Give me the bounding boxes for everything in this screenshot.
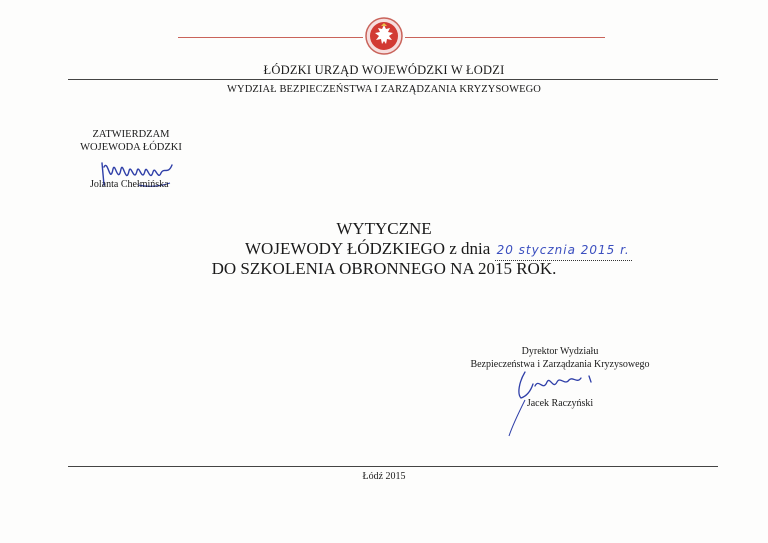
date-field xyxy=(495,239,632,261)
approval-line: ZATWIERDZAM xyxy=(92,129,170,140)
header-divider xyxy=(68,79,718,80)
footer-divider xyxy=(68,466,718,467)
director-name: Jacek Raczyński xyxy=(526,398,594,409)
approval-block xyxy=(76,128,186,154)
place-and-year: Łódź 2015 xyxy=(362,471,406,482)
office-title: ŁÓDZKI URZĄD WOJEWÓDZKI W ŁODZI xyxy=(263,63,505,77)
governor-name: Jolanta Chełmińska xyxy=(90,179,169,190)
title-line-2-text: WOJEWODY ŁÓDZKIEGO z dnia xyxy=(245,239,491,258)
director-title: Dyrektor Wydziału xyxy=(521,346,599,357)
director-department: Bezpieczeństwa i Zarządzania Kryzysowego xyxy=(470,359,650,370)
department-name: WYDZIAŁ BEZPIECZEŃSTWA I ZARZĄDZANIA KRYZYSOWEGO xyxy=(227,84,541,95)
title-line-2 xyxy=(245,239,632,261)
handwritten-date: 20 stycznia 2015 r. xyxy=(496,243,630,257)
document-title xyxy=(0,219,768,239)
title-line-3: DO SZKOLENIA OBRONNEGO NA 2015 ROK. xyxy=(211,259,557,278)
polish-eagle-emblem-icon xyxy=(364,16,404,56)
header-rule-right xyxy=(405,37,605,38)
header-rule-left xyxy=(178,37,363,38)
approval-role: WOJEWODA ŁÓDZKI xyxy=(80,142,182,153)
title-line-1: WYTYCZNE xyxy=(336,219,432,238)
